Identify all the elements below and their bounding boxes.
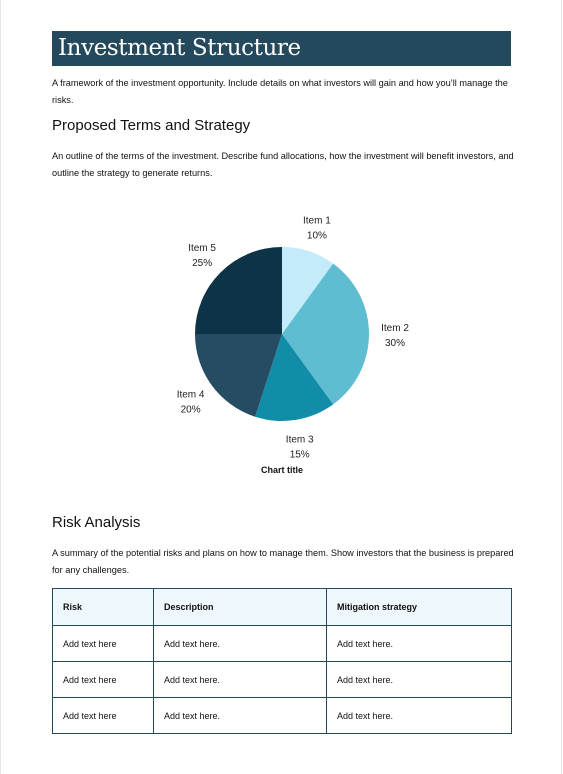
slice-category-label: Item 4 (176, 389, 205, 401)
slice-category-label: Item 5 (188, 243, 216, 255)
intro-paragraph: A framework of the investment opportunity. Include details on what investors will gain and how you’ll manage the risks. (52, 78, 508, 105)
table-cell: Add text here. (327, 626, 512, 662)
column-header-mitigation: Mitigation strategy (327, 589, 512, 626)
terms-heading: Proposed Terms and Strategy (52, 117, 251, 134)
page-edge (0, 0, 1, 774)
table-row (53, 662, 512, 698)
slice-value-label: 15% (289, 449, 310, 461)
table-row (53, 698, 512, 734)
risk-table (52, 588, 512, 734)
table-header-row (53, 589, 512, 626)
table-cell: Add text here (53, 626, 154, 662)
table-cell: Add text here (53, 698, 154, 734)
page-edge (561, 0, 562, 774)
slice-value-label: 25% (192, 258, 213, 270)
column-header-risk: Risk (53, 589, 154, 626)
slice-value-label: 10% (306, 230, 327, 242)
table-row (53, 626, 512, 662)
slice-category-label: Item 3 (285, 434, 314, 446)
slice-category-label: Item 1 (303, 215, 331, 227)
table-cell: Add text here. (327, 662, 512, 698)
title-banner (52, 31, 511, 66)
risk-heading: Risk Analysis (52, 514, 141, 531)
table-cell: Add text here. (154, 662, 327, 698)
pie-chart (150, 205, 450, 490)
chart-title: Chart title (260, 465, 304, 475)
table-cell: Add text here. (154, 626, 327, 662)
slice-category-label: Item 2 (381, 323, 409, 334)
risk-paragraph: A summary of the potential risks and plans on how to manage them. Show investors that the business is prepared for any challenges. (52, 548, 514, 575)
slice-value-label: 20% (180, 404, 201, 416)
column-header-description: Description (154, 589, 327, 626)
document-title: Investment Structure (58, 35, 301, 61)
terms-paragraph: An outline of the terms of the investment. Describe fund allocations, how the investment will benefit investors, and outline the strategy to generate returns. (52, 151, 514, 178)
slice-value-label: 30% (384, 338, 406, 349)
table-cell: Add text here. (154, 698, 327, 734)
table-cell: Add text here (53, 662, 154, 698)
table-cell: Add text here. (327, 698, 512, 734)
